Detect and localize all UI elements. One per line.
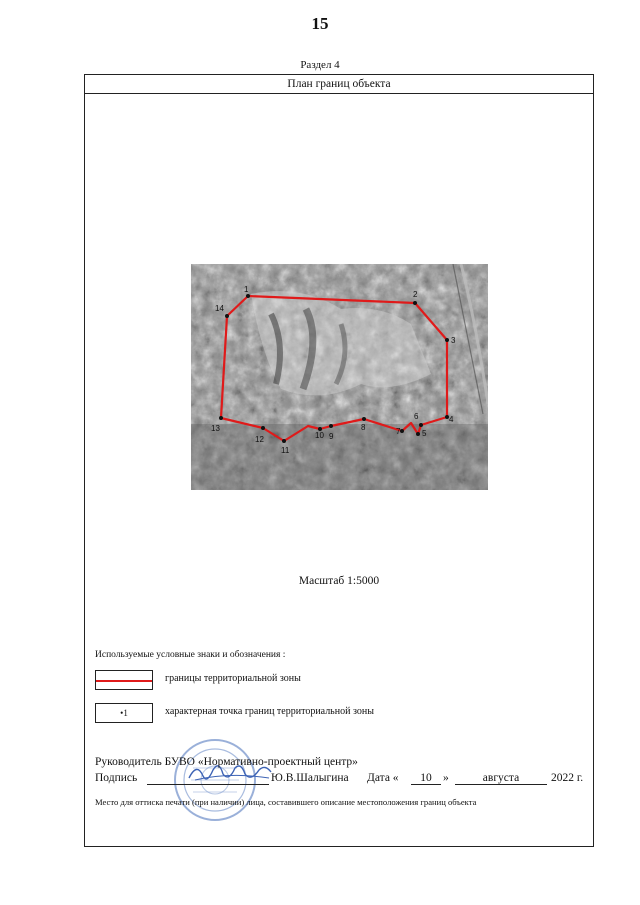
point-marker [362, 417, 366, 421]
point-label: 6 [414, 412, 419, 421]
point-marker [445, 338, 449, 342]
point-label: 13 [211, 424, 220, 433]
point-marker [219, 416, 223, 420]
point-label: 1 [244, 285, 249, 294]
point-label: 14 [215, 304, 224, 313]
point-label: 3 [451, 336, 456, 345]
signature-line [147, 772, 269, 785]
point-marker [282, 439, 286, 443]
point-label: 11 [281, 446, 290, 455]
legend-line-label: границы территориальной зоны [165, 673, 301, 684]
plan-title: План границ объекта [85, 75, 593, 94]
plan-frame [84, 74, 594, 847]
point-label: 5 [422, 429, 427, 438]
point-marker [416, 432, 420, 436]
date-day-close: » [443, 772, 449, 784]
sign-label: Подпись [95, 772, 138, 784]
stamp-note: Место для оттиска печати (при наличии) лица, составившего описание местоположения границ объекта [95, 797, 477, 807]
point-marker [329, 424, 333, 428]
point-marker [400, 429, 404, 433]
legend-title: Используемые условные знаки и обозначения : [95, 650, 286, 660]
section-label: Раздел 4 [300, 59, 340, 71]
point-label: 4 [449, 415, 454, 424]
map-svg [191, 264, 488, 490]
point-marker [246, 294, 250, 298]
date-day: 10 [411, 772, 441, 785]
point-label: 12 [255, 435, 264, 444]
date-label: Дата « [367, 772, 399, 784]
date-month: августа [455, 772, 547, 785]
page-number: 15 [311, 14, 329, 33]
signature-row [95, 772, 591, 788]
legend-point-label: характерная точка границ территориальной зоны [165, 706, 374, 717]
point-label: 9 [329, 432, 334, 441]
point-label: 2 [413, 290, 418, 299]
point-label: 10 [315, 431, 324, 440]
date-year: 2022 г. [551, 772, 584, 784]
point-marker [261, 426, 265, 430]
point-marker [419, 423, 423, 427]
aerial-map [191, 264, 488, 490]
organization-head: Руководитель БУВО «Нормативно-проектный центр» [95, 756, 358, 768]
map-scale: Масштаб 1:5000 [298, 575, 380, 587]
point-label: 8 [361, 423, 366, 432]
vegetation [191, 424, 488, 490]
point-label: 7 [396, 427, 401, 436]
point-marker [413, 301, 417, 305]
legend-line-symbol [95, 670, 153, 690]
point-marker [225, 314, 229, 318]
signer-name: Ю.В.Шалыгина [271, 772, 349, 784]
red-boundary-line-icon [96, 680, 152, 682]
legend-point-symbol: •1 [95, 703, 153, 723]
